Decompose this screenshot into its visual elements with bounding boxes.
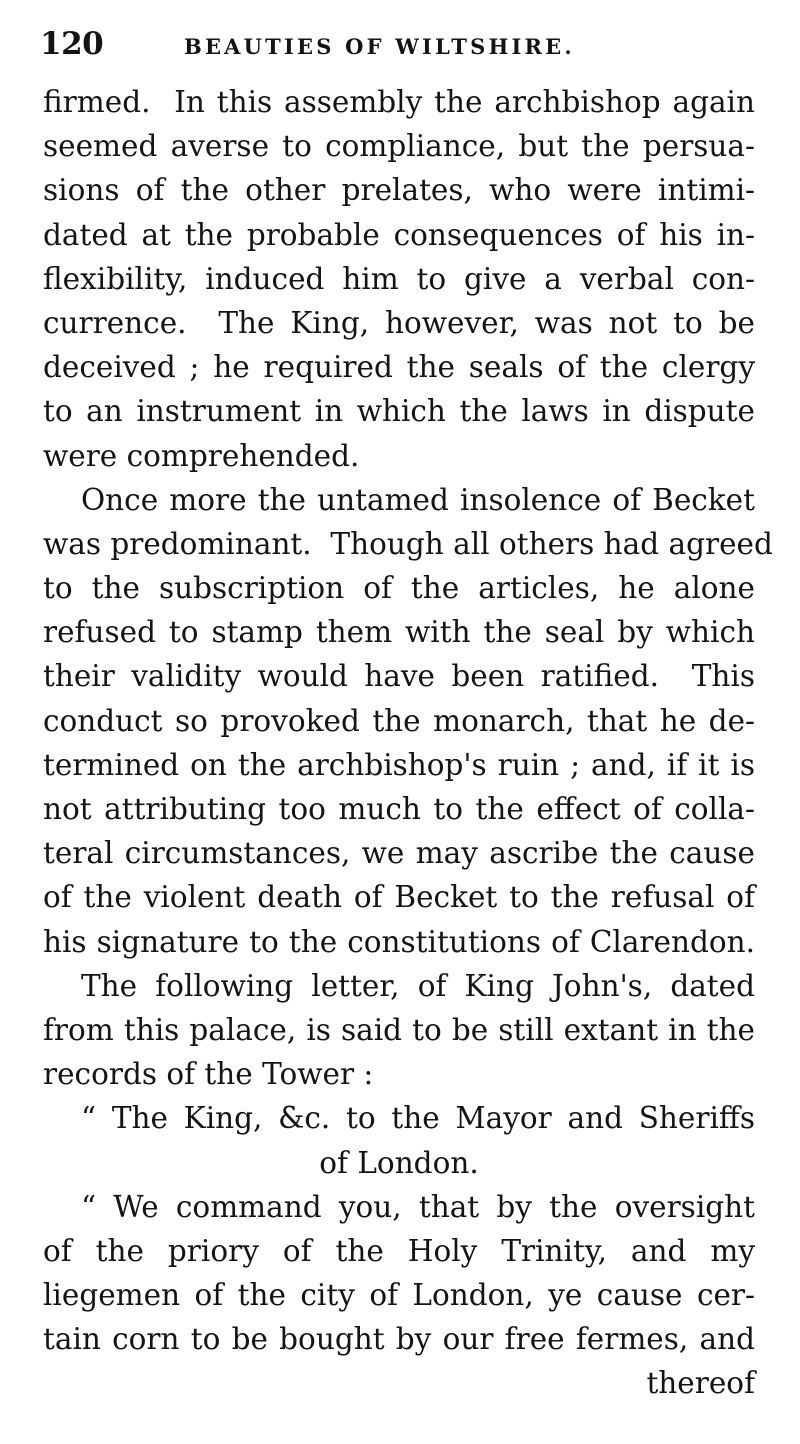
text-line: firmed. In this assembly the archbishop again	[43, 85, 755, 119]
text-line: currence. The King, however, was not to be	[43, 305, 755, 340]
text-line: records of the Tower :	[43, 1057, 374, 1092]
text-line: not attributing too much to the effect of colla-	[43, 792, 755, 826]
text-line: their validity would have been ratified. This	[43, 659, 755, 694]
page-number: 120	[40, 26, 104, 62]
text-line: “ The King, &c. to the Mayor and Sheriffs	[81, 1101, 755, 1136]
text-line: Once more the untamed insolence of Becket	[81, 482, 755, 517]
text-line: “ We command you, that by the oversight	[81, 1189, 755, 1224]
text-line: seemed averse to compliance, but the persua-	[43, 129, 755, 164]
catchword: thereof	[646, 1366, 755, 1401]
text-line: deceived ; he required the seals of the clergy	[43, 350, 755, 385]
text-line: was predominant. Though all others had agreed	[43, 526, 773, 561]
text-line: of the violent death of Becket to the refusal of	[43, 880, 755, 915]
text-line: teral circumstances, we may ascribe the cause	[43, 836, 755, 871]
text-line: The following letter, of King John's, dated	[81, 968, 755, 1003]
text-line: to an instrument in which the laws in dispute	[43, 394, 755, 429]
text-line: liegemen of the city of London, ye cause cer-	[43, 1278, 755, 1313]
text-line: flexibility, induced him to give a verbal con-	[43, 261, 755, 296]
text-line: of the priory of the Holy Trinity, and my	[43, 1233, 755, 1268]
text-line: conduct so provoked the monarch, that he de-	[43, 703, 755, 738]
page-header	[40, 18, 760, 68]
text-line: dated at the probable consequences of his in-	[43, 217, 755, 252]
text-line: tain corn to be bought by our free fermes, and	[43, 1322, 755, 1357]
body-text	[43, 80, 773, 1406]
text-line: his signature to the constitutions of Clarendon.	[43, 924, 755, 959]
text-line: refused to stamp them with the seal by which	[43, 615, 755, 650]
text-line: from this palace, is said to be still extant in the	[43, 1012, 755, 1047]
text-line: to the subscription of the articles, he alone	[43, 571, 755, 606]
text-line: of London.	[319, 1145, 479, 1180]
text-line: were comprehended.	[43, 438, 360, 473]
text-line: termined on the archbishop's ruin ; and, if it is	[43, 747, 755, 782]
text-line: sions of the other prelates, who were intimi-	[43, 173, 755, 208]
running-head: BEAUTIES OF WILTSHIRE.	[184, 34, 575, 59]
